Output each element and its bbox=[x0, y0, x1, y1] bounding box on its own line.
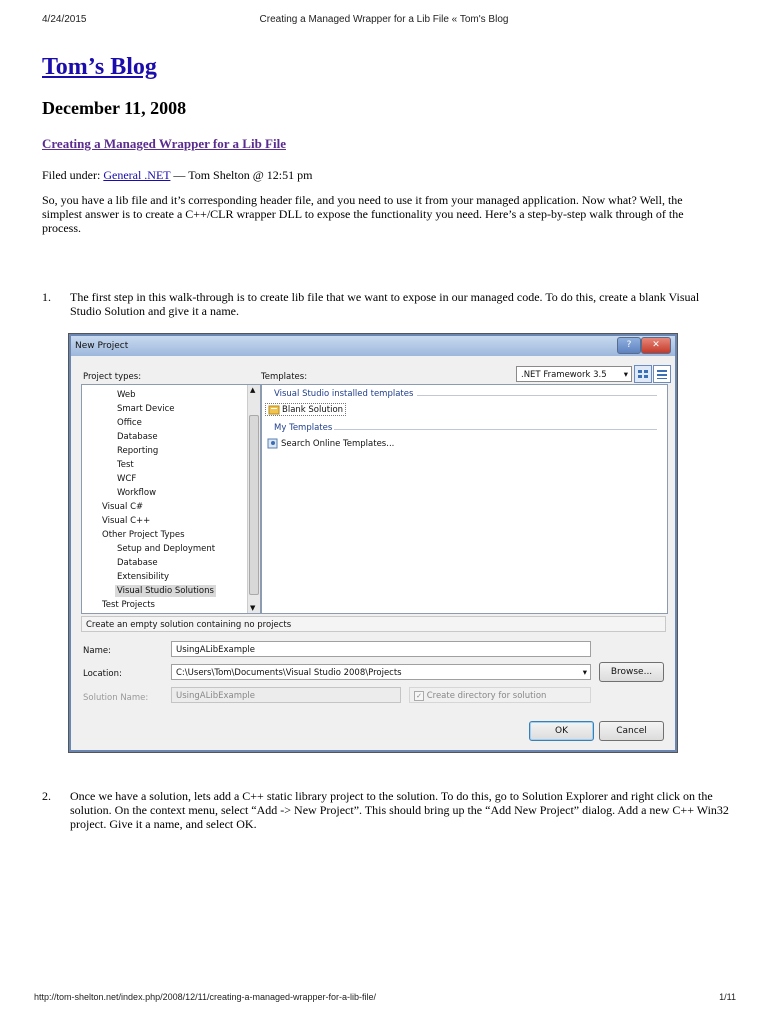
cancel-button[interactable]: Cancel bbox=[599, 721, 664, 741]
tree-item-database-2[interactable]: Database bbox=[117, 558, 158, 568]
scroll-down-icon[interactable]: ▼ bbox=[250, 604, 256, 612]
dialog-titlebar bbox=[71, 336, 675, 356]
filed-author-time: — Tom Shelton @ 12:51 pm bbox=[170, 168, 313, 182]
tree-item-setup-deployment[interactable]: Setup and Deployment bbox=[117, 544, 216, 554]
project-types-tree[interactable] bbox=[81, 384, 261, 614]
tree-item-vs-solutions-selected[interactable]: Visual Studio Solutions bbox=[117, 586, 214, 596]
filed-under-line bbox=[42, 168, 312, 183]
group-my-templates: My Templates bbox=[274, 423, 333, 433]
tree-item-office[interactable]: Office bbox=[117, 418, 142, 428]
template-search-online[interactable] bbox=[267, 438, 394, 449]
chevron-down-icon: ▾ bbox=[623, 370, 628, 380]
post-title-link[interactable]: Creating a Managed Wrapper for a Lib File bbox=[42, 136, 286, 151]
scroll-thumb[interactable] bbox=[249, 415, 259, 595]
tree-item-visual-csharp[interactable]: Visual C# bbox=[102, 502, 144, 512]
tree-item-workflow[interactable]: Workflow bbox=[117, 488, 157, 498]
solution-name-label: Solution Name: bbox=[83, 693, 149, 703]
tree-item-database[interactable]: Database bbox=[117, 432, 158, 442]
location-combobox[interactable] bbox=[171, 664, 591, 680]
tree-item-visual-cpp[interactable]: Visual C++ bbox=[102, 516, 151, 526]
tree-item-web[interactable]: Web bbox=[117, 390, 136, 400]
blank-solution-icon bbox=[268, 404, 280, 415]
group-divider bbox=[334, 429, 657, 430]
scroll-up-icon[interactable]: ▲ bbox=[250, 386, 256, 394]
tree-item-test-projects[interactable]: Test Projects bbox=[102, 600, 155, 610]
template-search-label: Search Online Templates... bbox=[281, 439, 395, 449]
ok-button[interactable]: OK bbox=[529, 721, 594, 741]
browse-button[interactable]: Browse... bbox=[599, 662, 664, 682]
tree-item-wcf[interactable]: WCF bbox=[117, 474, 137, 484]
tree-item-test[interactable]: Test bbox=[117, 460, 134, 470]
category-link[interactable]: General .NET bbox=[103, 168, 171, 182]
help-button[interactable]: ? bbox=[617, 337, 641, 354]
templates-list[interactable] bbox=[261, 384, 668, 614]
location-label: Location: bbox=[83, 669, 122, 679]
dialog-title: New Project bbox=[75, 341, 129, 351]
blog-title-link[interactable]: Tom’s Blog bbox=[42, 54, 157, 80]
name-label: Name: bbox=[83, 646, 111, 656]
new-project-dialog bbox=[68, 333, 678, 753]
step-number: 1. bbox=[42, 290, 51, 304]
create-directory-checkbox-area[interactable] bbox=[409, 687, 591, 703]
filed-prefix: Filed under: bbox=[42, 168, 104, 182]
step-text: Once we have a solution, lets add a C++ static library project to the solution. To do this, go to Solution Explorer and right click on the solution. On the context menu, select “Add -> New Project”. This should bring up the “Add New Project” dialog. Add a new C++ Win32 project. Give it a name, and select OK. bbox=[70, 789, 729, 831]
group-divider bbox=[417, 395, 657, 396]
tree-scrollbar[interactable] bbox=[247, 385, 260, 613]
project-types-label: Project types: bbox=[83, 372, 142, 382]
tree-item-extensibility[interactable]: Extensibility bbox=[117, 572, 169, 582]
template-blank-solution[interactable] bbox=[265, 403, 346, 416]
page-number: 1/11 bbox=[719, 992, 736, 1002]
intro-paragraph: So, you have a lib file and it’s corresponding header file, and you need to use it from your managed application. Now what? Well, the simplest answer is to create a C++/CLR wrapper DLL to expose the functionality you need. Here’s a step-by-step walk through of the process. bbox=[42, 193, 684, 235]
large-icons-view-icon[interactable] bbox=[634, 365, 652, 383]
chevron-down-icon: ▾ bbox=[582, 668, 587, 678]
framework-value: .NET Framework 3.5 bbox=[521, 370, 607, 380]
post-date: December 11, 2008 bbox=[42, 98, 187, 118]
name-input[interactable]: UsingALibExample bbox=[171, 641, 591, 657]
tree-item-other-project-types[interactable]: Other Project Types bbox=[102, 530, 185, 540]
step-text: The first step in this walk-through is to create lib file that we want to expose in our managed code. To do this, create a blank Visual Studio Solution and give it a name. bbox=[70, 290, 700, 318]
framework-select[interactable] bbox=[516, 366, 632, 382]
small-icons-view-icon[interactable] bbox=[653, 365, 671, 383]
templates-label: Templates: bbox=[261, 372, 308, 382]
group-installed-templates: Visual Studio installed templates bbox=[274, 389, 414, 399]
template-blank-label: Blank Solution bbox=[282, 405, 344, 415]
print-url: http://tom-shelton.net/index.php/2008/12/11/creating-a-managed-wrapper-for-a-lib-file/ bbox=[34, 992, 377, 1002]
tree-item-reporting[interactable]: Reporting bbox=[117, 446, 159, 456]
search-online-icon bbox=[267, 438, 279, 449]
solution-name-input[interactable]: UsingALibExample bbox=[171, 687, 401, 703]
location-value: C:\Users\Tom\Documents\Visual Studio 2008\Projects bbox=[176, 668, 402, 678]
template-description: Create an empty solution containing no projects bbox=[81, 616, 666, 632]
create-directory-label: Create directory for solution bbox=[426, 691, 547, 701]
close-button[interactable]: ✕ bbox=[641, 337, 671, 354]
print-title: Creating a Managed Wrapper for a Lib File « Tom's Blog bbox=[259, 14, 509, 25]
tree-item-smart-device[interactable]: Smart Device bbox=[117, 404, 175, 414]
step-number: 2. bbox=[42, 789, 51, 803]
print-date: 4/24/2015 bbox=[42, 14, 87, 25]
checkbox-checked-icon[interactable]: ✓ bbox=[414, 691, 424, 701]
